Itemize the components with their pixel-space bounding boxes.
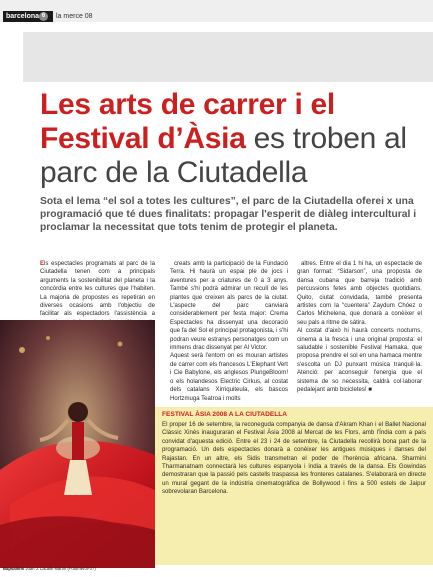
title-highlight: Les arts de carrer i el Festival d’Àsia: [40, 88, 335, 155]
title-rest: es troben al parc de la Ciutadella: [40, 122, 407, 189]
article-column-3: [297, 260, 422, 395]
caption-label: Bapsalons: [3, 566, 25, 571]
dancer-illustration: [0, 320, 155, 568]
caption-credit: Joan J. Lacalle Martín (Fotomercè'07): [24, 566, 96, 571]
column-3-text: altres. Entre el dia 1 hi ha, un espectacle de gran format: “Sidarson”, una proposta de dansa cubana que barreja tradició amb percussions fetes amb objectes quotidians. Quito, ciutat convidada, també presenta artistes com la “cuentera” Zaydum Chóez o Carlos Michelena, que donarà a conèixer el seu pals a ritme de sàtira. Al costat d'això hi haurà concerts nocturns, cinema a la fresca i una original proposta: el saludable i sostenible Festival Hamaka, que proposa prendre el sol en una hamaca mentre s'escolta un DJ punxant música tranquil·la. Atenció: per aconseguir l'energia que el sistema de so necessita, caldrà col·laborar pedalejant amb bicicletes! ■: [297, 261, 422, 394]
page-title: [40, 88, 425, 190]
column-1-text: Els espectacles programats al parc de la Ciutadella tenen com a principals arguments la sostenibilitat del planeta i la concòrdia entre les cultures que l'habiten. La majoria de propostes es repetiran en diverses ocasions amb l'objectiu de facilitar als espectadors l'assistència a: [40, 261, 155, 318]
issue-label: la merce 08: [56, 13, 93, 20]
article-column-2: [170, 260, 288, 403]
lead-paragraph: Sota el lema “el sol a totes les cultures”, el parc de la Ciutadella oferei x una programació que té dues finalitats: propagar l'esperit de diàleg intercultural i proclamar la necessitat que tots tenim de protegir el planeta.: [40, 196, 417, 233]
section-tag: barcelona: [3, 11, 53, 22]
photo-caption: [3, 566, 163, 571]
column-2-text: creats amb la participació de la Fundació Terra. Hi haurà un espai ple de jocs i aventures per a criatures de 0 a 3 anys. També s'hi podrà admirar un recull de les plantes que creixen als parcs de la ciutat. L'aspecte del parc canviarà considerablement per festa major: Crema Espectacles ha dissenyat una decoració que fa del Sol el principal protagonista, i s'hi podran veure estranys personatges com un immens drac dissenyat per Al Victor. Aquest serà l'entorn on es mouran artistes de carrer com els francesos L'Elephant Vert i Cie Babylone, els anglesos PlungeBloom! o els holandesos Electric Cirkus, al costat dels catalans Xirriquiteula, els bascos Hortzmuga Teatroa i molts: [170, 261, 288, 402]
dancer-photo: [0, 320, 155, 568]
section-number-icon: 6: [39, 12, 48, 21]
sidebar-title: FESTIVAL ÀSIA 2008 A LA CIUTADELLA: [162, 411, 288, 418]
header-gray-block: [23, 32, 433, 82]
sidebar-body: El proper 16 de setembre, la reconeguda companyia de dansa d'Akram Khan i el Ballet Nacional Clàssic Xinès inauguraran el Festival Àsia 2008 al Mercat de les Flors, amb l'Índia com a país convidat d'aquesta edició. Entre el 23 i 24 de setembre, la Ciutadella recollirà bona part de la programació. Un dels espectacles donarà a conèixer les antigues músiques i danses del Rajastan. En un altre, els Sidis transmetran el poder de l'herència africana. Sharmini Tharmanatnam connectarà les cultures espanyola i índia a través de la dansa. Els Gowindas demostraran que la passió pels castells traspassa les fronteres catalanes. S'elaborarà en directe un mural gegant de la indústria cinematogràfica de Bollywood i fins a 500 estels de Jaipur sobrevolaran Barcelona.: [162, 421, 426, 496]
